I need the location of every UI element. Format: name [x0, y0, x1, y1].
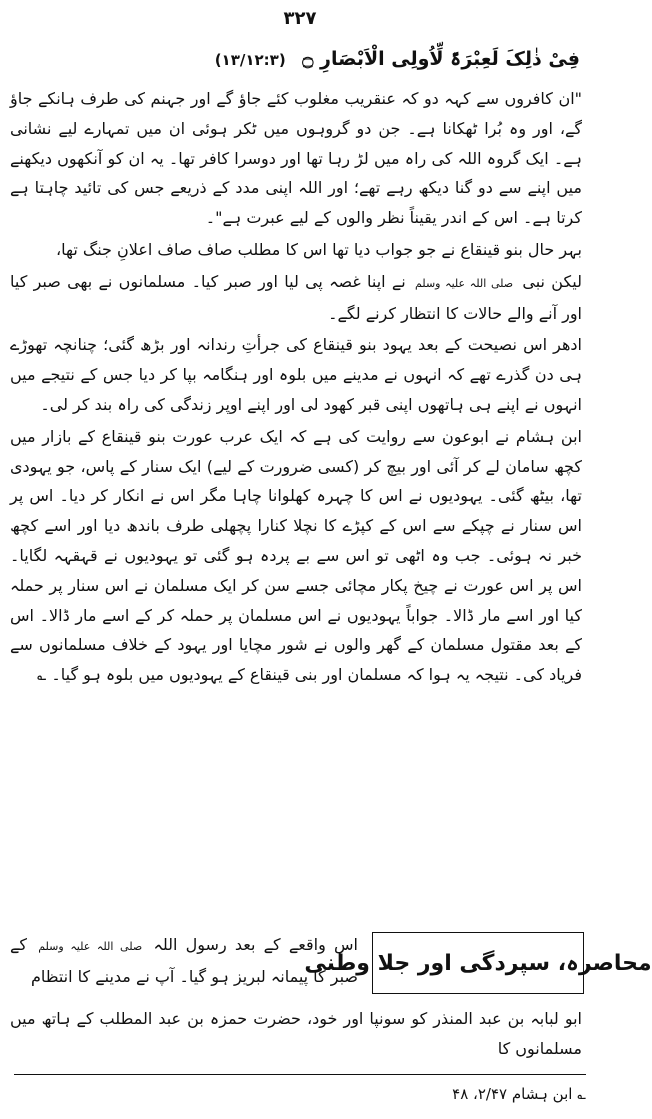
section-heading-box: [304, 932, 652, 994]
footnote-divider: [14, 1074, 586, 1075]
page-number: ۳۲۷: [283, 8, 317, 29]
paragraph-quote: "ان کافروں سے کہہ دو کہ عنقریب مغلوب کئے جاؤ گے اور جہنم کی طرف ہانکے جاؤ گے، اور وہ بُرا ٹھکانا ہے۔ جن دو گروہوں میں ٹکر ہوئی ان میں تمہارے لیے نشانی ہے۔ ایک گروہ اللہ کی راہ میں لڑ رہا تھا اور دوسرا کافر تھا۔ یہ ان کو آنکھوں دیکھنے میں اپنے سے دو گنا دیکھ رہے تھے؛ اور اللہ اپنی مدد کے ذریعے جس کی تائید چاہتا ہے کرتا ہے۔ اس کے اندر یقیناً نظر والوں کے لیے عبرت ہے"۔: [10, 89, 582, 228]
verse-text: فِیْ ذٰلِکَ لَعِبْرَۃً لِّاُولِی الْاَبْصَارِ ۝: [302, 48, 580, 70]
quran-verse: [110, 44, 580, 75]
paragraph-banu-qaynuqa: ادھر اس نصیحت کے بعد یہود بنو قینقاع کی جرأتِ رندانہ اور بڑھ گئی؛ چنانچہ تھوڑے ہی دن گذرے تھے کہ انہوں نے مدینے میں بلوہ اور ہنگامہ بپا کر دیا جس کے نتیجے میں انہوں نے اپنے ہی ہاتھوں اپنی قبر کھود لی اور اپنے اوپر زندگی کی راہ بند کر لی۔: [10, 335, 582, 414]
paragraph-war-declaration: بہر حال بنو قینقاع نے جو جواب دیا تھا اس کا مطلب صاف صاف اعلانِ جنگ تھا،: [55, 239, 582, 259]
section-honorific: صلی اللہ علیہ وسلم: [38, 940, 143, 953]
section-side-before: اس واقعے کے بعد رسول اللہ: [153, 935, 358, 954]
section-side-text: [10, 930, 358, 992]
main-text: [10, 84, 582, 692]
verse-reference: (۱۳/۱۲:۳): [214, 51, 286, 69]
section-block: [10, 930, 652, 1002]
section-side-after: کے صبر کا پیمانہ لبریز ہو گیا۔ آپ نے مدینے کا انتظام: [10, 935, 358, 986]
footnote: ؎ ابن ہشام ۲/۴۷، ۴۸: [452, 1085, 586, 1103]
honorific-phrase: صلی اللہ علیہ وسلم: [414, 276, 514, 290]
section-heading: محاصرہ، سپردگی اور جلا وطنی: [304, 950, 652, 976]
paragraph-patience: [10, 267, 582, 329]
section-continuation: ابو لبابہ بن عبد المنذر کو سونپا اور خود، حضرت حمزہ بن عبد المطلب کے ہاتھ میں مسلمانوں کا: [10, 1009, 582, 1058]
patience-text-before: لیکن نبی: [522, 271, 582, 291]
patience-text-after: نے اپنا غصہ پی لیا اور صبر کیا۔ مسلمانوں نے بھی صبر کیا اور آنے والے حالات کا انتظار کرنے لگے۔: [10, 271, 582, 323]
paragraph-ibn-hisham: ابن ہشام نے ابوعون سے روایت کی ہے کہ ایک عرب عورت بنو قینقاع کے بازار میں کچھ سامان لے کر آئی اور بیچ کر (کسی ضرورت کے لیے) ایک سنار کے پاس، جو یہودی تھا، بیٹھ گئی۔ یہودیوں نے اس کا چہرہ کھلوانا چاہا مگر اس نے انکار کر دیا۔ اس پر اس سنار نے چپکے سے اس کے کپڑے کا نچلا کنارا پچھلی طرف باندھ دیا اور اسے کچھ خبر نہ ہوئی۔ جب وہ اٹھی تو اس سے بے پردہ ہو گئی تو یہودیوں نے قہقہہ لگایا۔ اس پر اس عورت نے چیخ پکار مچائی جسے سن کر ایک مسلمان نے اس سنار پر حملہ کیا اور اسے مار ڈالا۔ جواباً یہودیوں نے اس مسلمان پر حملہ کر کے اسے مار ڈالا۔ اس کے بعد مقتول مسلمان کے گھر والوں نے شور مچایا اور یہود کے خلاف مسلمانوں سے فریاد کی۔ نتیجہ یہ ہوا کہ مسلمان اور بنی قینقاع کے یہودیوں میں بلوہ ہو گیا۔ ؎: [10, 426, 582, 685]
